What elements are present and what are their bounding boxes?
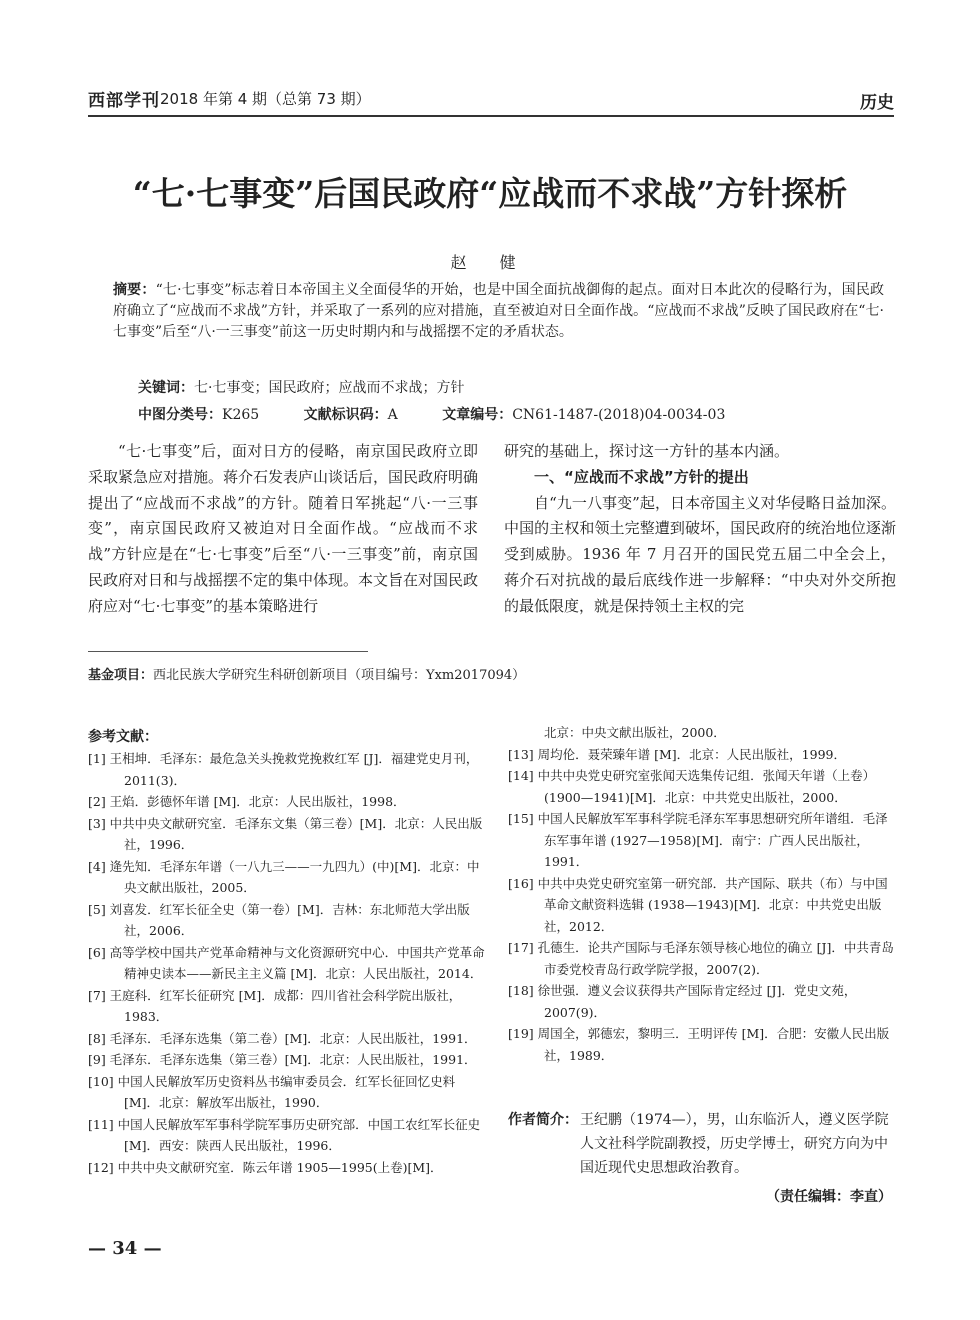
page-number: — 34 —	[88, 1238, 162, 1259]
body-left-column	[88, 439, 478, 620]
reference-item: [1] 王相坤．毛泽东：最危急关头挽救党挽救红军 [J]．福建党史月刊，2011(3)．	[88, 751, 479, 788]
keywords-text: 七·七事变；国民政府；应战而不求战；方针	[194, 380, 465, 396]
reference-item: [7] 王庭科．红军长征研究 [M]．成都：四川省社会科学院出版社，1983．	[88, 987, 462, 1024]
reference-item: [12] 中共中央文献研究室．陈云年谱 1905—1995(上卷)[M]．	[88, 1159, 443, 1175]
keywords	[138, 377, 464, 397]
footnote-rule	[88, 651, 368, 652]
body-paragraph: 自“九一八事变”起，日本帝国主义对华侵略日益加深。中国的主权和领土完整遭到破坏，国民政府的统治地位逐渐受到威胁。1936 年 7 月召开的国民党五届二中全会上，蒋介石对抗战的最后底线作进一步解释：“中央对外交所抱的最低限度，就是保持领土主权的完	[504, 493, 896, 615]
references-left-column	[88, 748, 486, 1178]
author-bio-label: 作者简介：	[508, 1112, 578, 1128]
header-rule	[88, 115, 894, 117]
classification-line	[138, 404, 888, 424]
author-bio	[508, 1108, 894, 1180]
reference-item: [13] 周均伦．聂荣臻年谱 [M]．北京：人民出版社，1999．	[508, 746, 846, 762]
author-name: 赵 健	[450, 253, 530, 272]
reference-item: [5] 刘喜发．红军长征全史（第一卷）[M]．吉林：东北师范大学出版社，2006．	[88, 901, 470, 938]
reference-item: [9] 毛泽东．毛泽东选集（第三卷）[M]．北京：人民出版社，1991．	[88, 1052, 477, 1067]
body-right-column	[504, 439, 896, 620]
abstract-text: “七·七事变”标志着日本帝国主义全面侵华的开始，也是中国全面抗战御侮的起点。面对日本此次的侵略行为，国民政府确立了“应战而不求战”方针，并采取了一系列的应对措施，直至被迫对日全面作战。“应战而不求战”反映了国民政府在“七·七事变”后至“八·一三事变”前这一历史时期内和与战摇摆不定的矛盾状态。	[113, 282, 885, 340]
reference-item: [16] 中共中央党史研究室第一研究部．共产国际、联共（布）与中国革命文献资料选辑 (1938—1943)[M]．北京：中共党史出版社，2012．	[508, 875, 888, 934]
fund-note	[88, 664, 525, 683]
issue-info: 2018 年第 4 期（总第 73 期）	[160, 90, 371, 108]
doc-code-label: 文献标识码：	[303, 407, 388, 423]
reference-item: [10] 中国人民解放军历史资料丛书编审委员会．红军长征回忆史料 [M]．北京：解放军出版社，1990．	[88, 1073, 456, 1110]
reference-item: [11] 中国人民解放军军事科学院军事历史研究部．中国工农红军长征史 [M]．西安：陕西人民出版社，1996．	[88, 1116, 481, 1153]
reference-item: [3] 中共中央文献研究室．毛泽东文集（第三卷）[M]．北京：人民出版社，1996．	[88, 815, 483, 852]
reference-item: [6] 高等学校中国共产党革命精神与文化资源研究中心．中国共产党革命精神史读本——新民主主义篇 [M]．北京：人民出版社，2014．	[88, 944, 485, 981]
reference-item: [8] 毛泽东．毛泽东选集（第二卷）[M]．北京：人民出版社，1991．	[88, 1030, 477, 1046]
reference-item: [2] 王焰．彭德怀年谱 [M]．北京：人民出版社，1998．	[88, 794, 406, 809]
doc-code-value: A	[387, 407, 398, 423]
article-number-label: 文章编号：	[442, 407, 513, 423]
clc-label: 中图分类号：	[138, 407, 222, 423]
reference-item: [15] 中国人民解放军军事科学院毛泽东军事思想研究所年谱组．毛泽东军事年谱 (1927—1958)[M]．南宁：广西人民出版社，1991．	[508, 811, 888, 869]
editor-note: （责任编辑：李直）	[766, 1189, 892, 1205]
references-heading: 参考文献：	[88, 729, 158, 745]
section-heading: 一、“应战而不求战”方针的提出	[534, 467, 749, 486]
reference-item: [19] 周国全，郭德宏，黎明三．王明评传 [M]．合肥：安徽人民出版社，1989．	[508, 1026, 890, 1063]
reference-item: [4] 逄先知．毛泽东年谱（一八九三——一九四九）(中)[M]．北京：中央文献出版社，2005．	[88, 858, 480, 895]
article-number-value: CN61-1487-(2018)04-0034-03	[512, 407, 726, 423]
body-paragraph-continuation: 研究的基础上，探讨这一方针的基本内涵。	[504, 442, 790, 460]
abstract-label: 摘要：	[113, 282, 156, 298]
reference-continuation: 北京：中央文献出版社，2000．	[544, 725, 726, 740]
reference-item: [14] 中共中央党史研究室张闻天选集传记组．张闻天年谱（上卷）(1900—1941)[M]．北京：中共党史出版社，2000．	[508, 768, 876, 805]
fund-label: 基金项目：	[88, 668, 154, 683]
clc-value: K265	[222, 407, 260, 423]
reference-item: [17] 孔德生．论共产国际与毛泽东领导核心地位的确立 [J]．中共青岛市委党校青岛行政学院学报，2007(2)．	[508, 940, 894, 977]
journal-name: 西部学刊	[88, 91, 160, 111]
section-label: 历史	[860, 93, 894, 113]
author-bio-text: 王纪鹏（1974—），男，山东临沂人，遵义医学院人文社科学院副教授，历史学博士，研究方向为中国近现代史思想政治教育。	[580, 1112, 889, 1176]
article-title: “七·七事变”后国民政府“应战而不求战”方针探析	[132, 174, 848, 213]
reference-item: [18] 徐世强．遵义会议获得共产国际肯定经过 [J]．党史文苑，2007(9)．	[508, 983, 857, 1020]
abstract	[113, 280, 884, 343]
keywords-label: 关键词：	[138, 380, 194, 396]
fund-text: 西北民族大学研究生科研创新项目（项目编号：Yxm2017094）	[153, 668, 526, 683]
references-right-column	[508, 722, 898, 1066]
body-paragraph: “七·七事变”后，面对日方的侵略，南京国民政府立即采取紧急应对措施。蒋介石发表庐山谈话后，国民政府明确提出了“应战而不求战”的方针。随着日军挑起“八·一三事变”，南京国民政府又被迫对日全面作战。“应战而不求战”方针应是在“七·七事变”后至“八·一三事变”前，南京国民政府对日和与战摇摆不定的集中体现。本文旨在对国民政府应对“七·七事变”的基本策略进行	[88, 442, 479, 615]
